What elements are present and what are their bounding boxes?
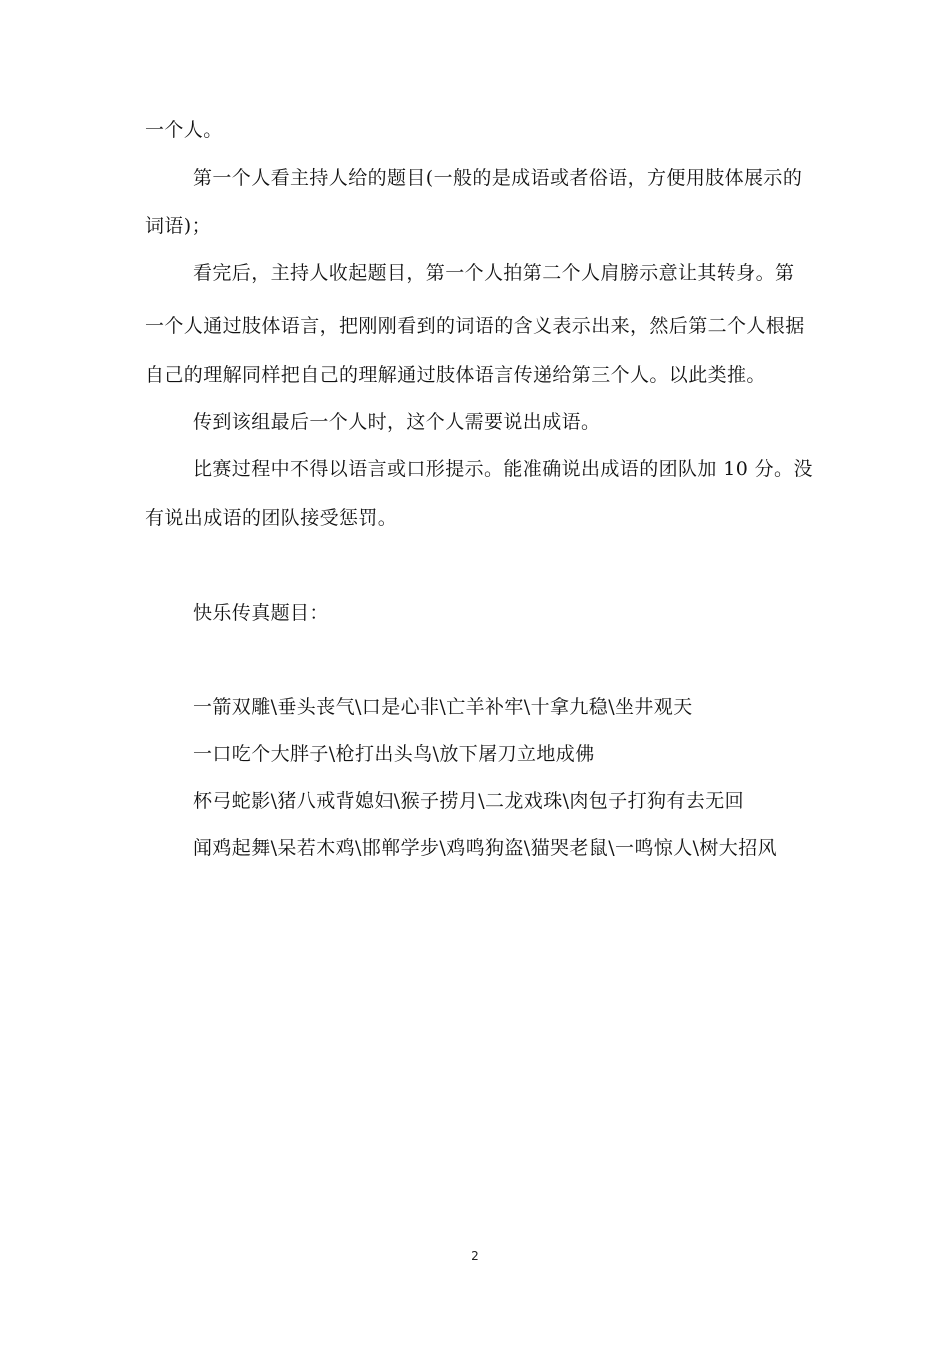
idiom-list-line: 一口吃个大胖子\枪打出头鸟\放下屠刀立地成佛: [193, 743, 595, 765]
page-number: 2: [471, 1249, 479, 1263]
paragraph-line: 比赛过程中不得以语言或口形提示。能准确说出成语的团队加 10 分。没: [193, 458, 813, 480]
idiom-list-line: 闻鸡起舞\呆若木鸡\邯郸学步\鸡鸣狗盗\猫哭老鼠\一鸣惊人\树大招风: [193, 837, 778, 859]
paragraph-line: 传到该组最后一个人时，这个人需要说出成语。: [193, 411, 601, 433]
paragraph-line: 有说出成语的团队接受惩罚。: [145, 507, 398, 529]
paragraph-line: 自己的理解同样把自己的理解通过肢体语言传递给第三个人。以此类推。: [145, 364, 766, 386]
idiom-list-line: 一箭双雕\垂头丧气\口是心非\亡羊补牢\十拿九稳\坐井观天: [193, 696, 693, 718]
section-heading: 快乐传真题目：: [193, 602, 329, 624]
paragraph-line: 词语)；: [145, 215, 212, 237]
paragraph-line: 看完后，主持人收起题目，第一个人拍第二个人肩膀示意让其转身。第: [193, 262, 795, 284]
paragraph-line: 一个人。: [145, 119, 223, 141]
idiom-list-line: 杯弓蛇影\猪八戒背媳妇\猴子捞月\二龙戏珠\肉包子打狗有去无回: [193, 790, 745, 812]
paragraph-line: 第一个人看主持人给的题目(一般的是成语或者俗语，方便用肢体展示的: [193, 167, 803, 189]
paragraph-line: 一个人通过肢体语言，把刚刚看到的词语的含义表示出来，然后第二个人根据: [145, 315, 805, 337]
